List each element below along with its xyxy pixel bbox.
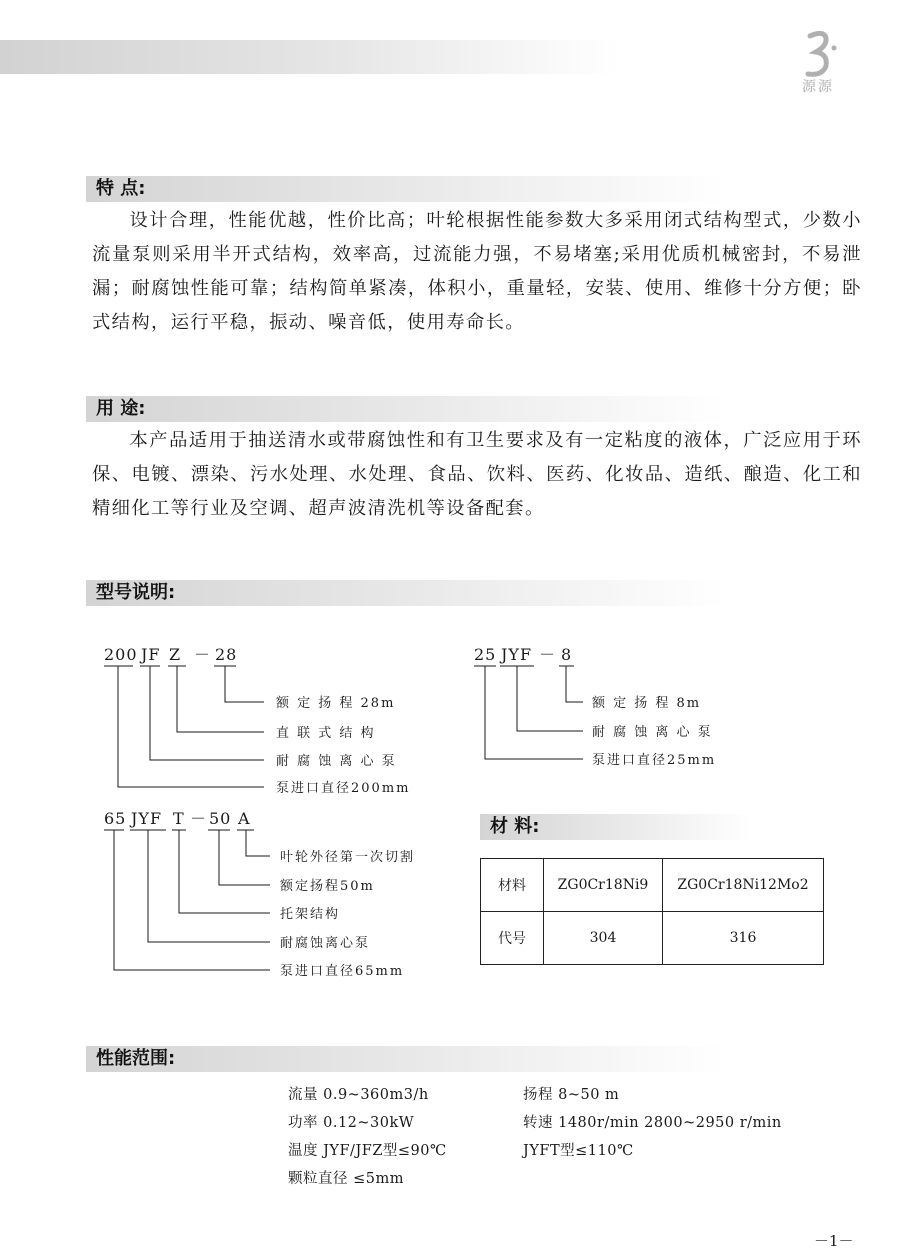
code-label: 耐 腐 蚀 离 心 泵 [592, 725, 713, 740]
logo-text: 源源 [802, 79, 834, 95]
code-label: 额定扬程50m [280, 879, 375, 894]
code-label: 叶轮外径第一次切割 [280, 850, 416, 865]
speed-range: 转速 1480r/min 2800~2950 r/min [523, 1115, 782, 1131]
code-part: 50 [209, 809, 232, 828]
power-range: 功率 0.12~30kW [288, 1115, 415, 1131]
code-part: － [194, 645, 212, 664]
table-cell: ZG0Cr18Ni9 [544, 859, 663, 912]
materials-table [480, 858, 824, 965]
model-diagram-25jyf-text [474, 645, 716, 768]
table-row [481, 859, 824, 912]
particle-size: 颗粒直径 ≤5mm [288, 1171, 404, 1187]
code-part: 200 [104, 645, 138, 664]
code-part: 25 [474, 645, 497, 664]
code-label: 泵进口直径25mm [592, 753, 717, 768]
temperature-jyf: 温度 JYF/JFZ型≤90℃ [288, 1143, 447, 1159]
code-part: Z [169, 645, 182, 664]
code-part: 28 [215, 645, 238, 664]
code-label: 泵进口直径200mm [276, 781, 411, 796]
code-part: T [173, 809, 185, 828]
model-diagram-25jyf [474, 666, 583, 759]
table-cell: ZG0Cr18Ni12Mo2 [663, 859, 824, 912]
code-part: － [539, 645, 557, 664]
table-row [481, 912, 824, 965]
usage-paragraph: 本产品适用于抽送清水或带腐蚀性和有卫生要求及有一定粘度的液体，广泛应用于环保、电镀、漂染、污水处理、水处理、食品、饮料、医药、化妆品、造纸、酿造、化工和精细化工等行业及空调、超声波清洗机等设备配套。 [92, 430, 862, 519]
model-diagram-65jyft-text [104, 809, 415, 979]
code-part: JF [141, 645, 161, 664]
code-part: － [190, 809, 208, 828]
code-part: JYF [501, 645, 533, 664]
code-part: 8 [561, 645, 573, 664]
model-diagram-65jyft [104, 830, 270, 970]
performance-heading: 性能范围: [86, 1046, 886, 1072]
model-diagram-200jfz [104, 666, 264, 787]
code-part: JYF [131, 809, 163, 828]
code-label: 耐腐蚀离心泵 [280, 936, 371, 951]
code-label: 耐 腐 蚀 离 心 泵 [276, 754, 397, 769]
usage-heading: 用 途: [86, 396, 886, 422]
table-cell: 316 [663, 912, 824, 965]
head-range: 扬程 8~50 m [523, 1087, 620, 1103]
flow-range: 流量 0.9~360m3/h [288, 1087, 429, 1103]
code-label: 直 联 式 结 构 [276, 726, 376, 741]
code-part: A [238, 809, 251, 828]
table-cell: 代号 [481, 912, 544, 965]
features-heading: 特 点: [86, 176, 886, 202]
table-cell: 材料 [481, 859, 544, 912]
features-paragraph: 设计合理，性能优越，性价比高；叶轮根据性能参数大多采用闭式结构型式，少数小流量泵则采用半开式结构，效率高，过流能力强，不易堵塞;采用优质机械密封，不易泄漏；耐腐蚀性能可靠；结构简单紧凑，体积小，重量轻，安装、使用、维修十分方便；卧式结构，运行平稳，振动、噪音低，使用寿命长。 [92, 210, 862, 333]
code-label: 泵进口直径65mm [280, 964, 405, 979]
page-number: －1－ [814, 1232, 854, 1250]
temperature-jyft: JYFT型≤110℃ [523, 1143, 634, 1159]
materials-heading: 材 料: [480, 814, 820, 840]
code-part: 65 [104, 809, 127, 828]
code-label: 额 定 扬 程 8m [592, 696, 702, 711]
model-heading: 型号说明: [86, 580, 886, 606]
table-cell: 304 [544, 912, 663, 965]
code-label: 额 定 扬 程 28m [276, 696, 396, 711]
code-label: 托架结构 [280, 907, 341, 922]
